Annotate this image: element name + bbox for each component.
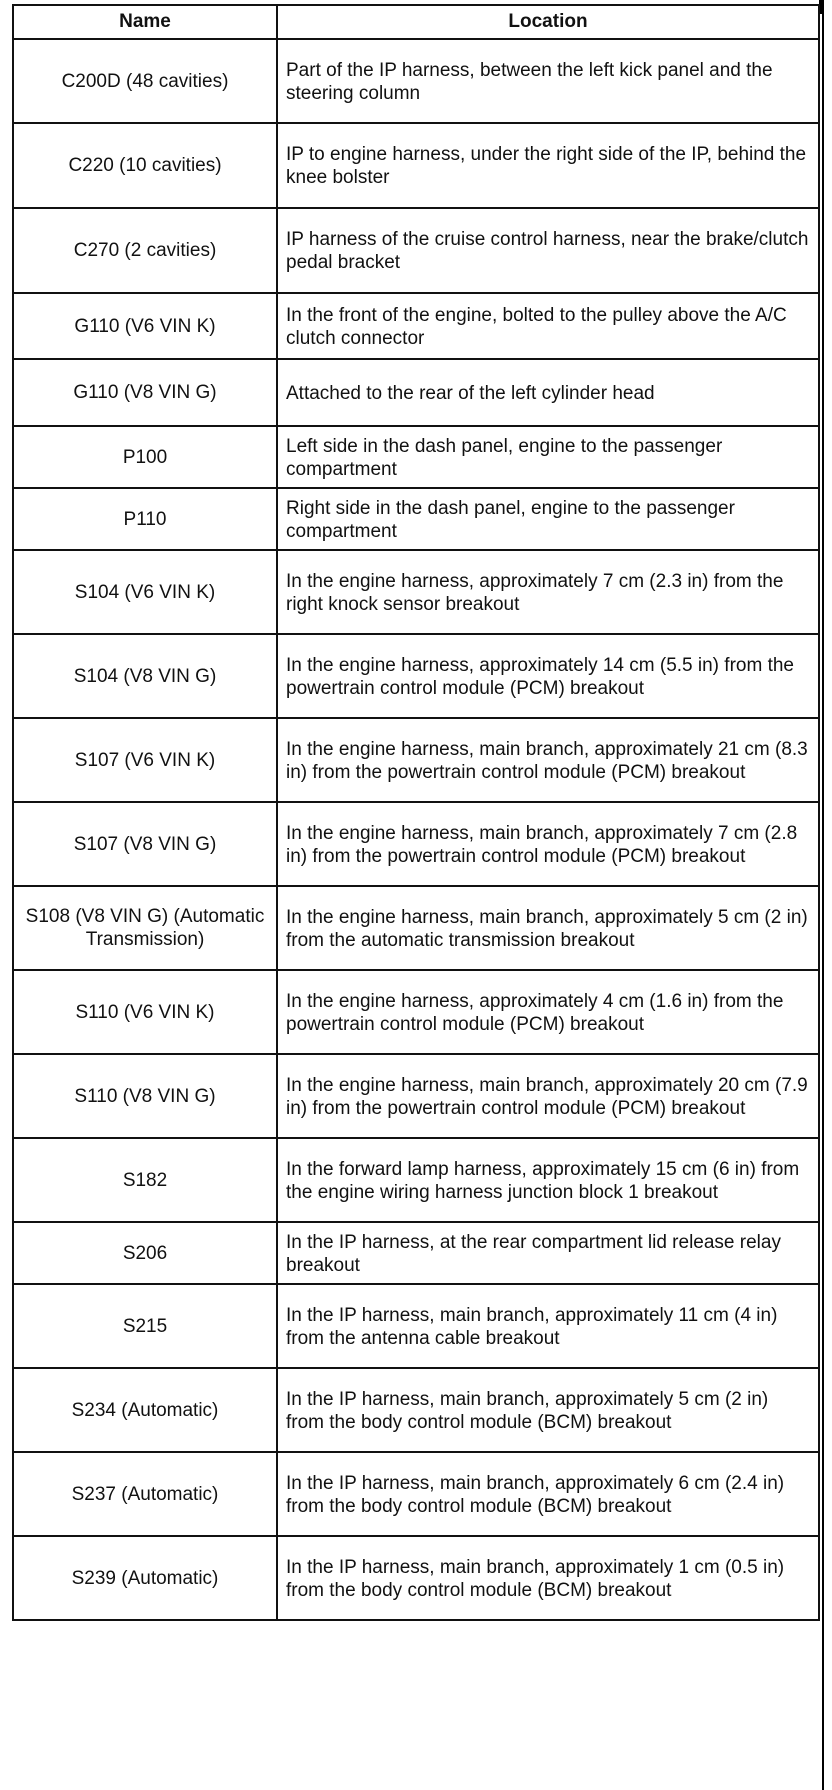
component-name: S239 (Automatic) [13, 1536, 277, 1620]
component-name: G110 (V6 VIN K) [13, 293, 277, 359]
component-name: S110 (V6 VIN K) [13, 970, 277, 1054]
component-name: C220 (10 cavities) [13, 123, 277, 208]
page-right-rule [822, 0, 824, 1790]
table-row [13, 293, 819, 359]
component-location: Left side in the dash panel, engine to the passenger compartment [277, 426, 819, 488]
table-row [13, 1368, 819, 1452]
location-column-header: Location [277, 5, 819, 39]
component-location: In the forward lamp harness, approximately 15 cm (6 in) from the engine wiring harness junction block 1 breakout [277, 1138, 819, 1222]
component-location: In the engine harness, approximately 14 cm (5.5 in) from the powertrain control module (PCM) breakout [277, 634, 819, 718]
component-location: Right side in the dash panel, engine to the passenger compartment [277, 488, 819, 550]
component-location: In the engine harness, main branch, approximately 20 cm (7.9 in) from the powertrain control module (PCM) breakout [277, 1054, 819, 1138]
component-name: S206 [13, 1222, 277, 1284]
table-row [13, 208, 819, 293]
component-name: S104 (V8 VIN G) [13, 634, 277, 718]
table-row [13, 718, 819, 802]
component-name: C270 (2 cavities) [13, 208, 277, 293]
table-row [13, 426, 819, 488]
component-location: In the front of the engine, bolted to the pulley above the A/C clutch connector [277, 293, 819, 359]
component-name: S182 [13, 1138, 277, 1222]
name-column-header: Name [13, 5, 277, 39]
component-name: S110 (V8 VIN G) [13, 1054, 277, 1138]
component-location: In the engine harness, approximately 7 cm (2.3 in) from the right knock sensor breakout [277, 550, 819, 634]
table-row [13, 39, 819, 123]
component-location: In the IP harness, main branch, approximately 11 cm (4 in) from the antenna cable breakout [277, 1284, 819, 1368]
table-row [13, 886, 819, 970]
component-name: S234 (Automatic) [13, 1368, 277, 1452]
table-row [13, 359, 819, 426]
component-location: IP harness of the cruise control harness, near the brake/clutch pedal bracket [277, 208, 819, 293]
table-row [13, 802, 819, 886]
component-location: In the IP harness, at the rear compartment lid release relay breakout [277, 1222, 819, 1284]
component-location: In the IP harness, main branch, approximately 6 cm (2.4 in) from the body control module (BCM) breakout [277, 1452, 819, 1536]
table-row [13, 1054, 819, 1138]
table-row [13, 1138, 819, 1222]
table-row [13, 488, 819, 550]
component-name: S107 (V6 VIN K) [13, 718, 277, 802]
table-row [13, 634, 819, 718]
component-location: Part of the IP harness, between the left kick panel and the steering column [277, 39, 819, 123]
table-row [13, 550, 819, 634]
component-location: In the engine harness, main branch, approximately 21 cm (8.3 in) from the powertrain control module (PCM) breakout [277, 718, 819, 802]
component-name: G110 (V8 VIN G) [13, 359, 277, 426]
table-row [13, 970, 819, 1054]
table-row [13, 1452, 819, 1536]
component-location: In the engine harness, main branch, approximately 7 cm (2.8 in) from the powertrain control module (PCM) breakout [277, 802, 819, 886]
component-name: S108 (V8 VIN G) (Automatic Transmission) [13, 886, 277, 970]
component-name: S104 (V6 VIN K) [13, 550, 277, 634]
table-row [13, 1284, 819, 1368]
component-name: P110 [13, 488, 277, 550]
component-name: S107 (V8 VIN G) [13, 802, 277, 886]
component-name: P100 [13, 426, 277, 488]
table-row [13, 123, 819, 208]
component-name: S215 [13, 1284, 277, 1368]
component-location: In the engine harness, approximately 4 cm (1.6 in) from the powertrain control module (PCM) breakout [277, 970, 819, 1054]
component-location-table [12, 4, 820, 1621]
component-location: Attached to the rear of the left cylinder head [277, 359, 819, 426]
component-location: In the engine harness, main branch, approximately 5 cm (2 in) from the automatic transmission breakout [277, 886, 819, 970]
component-name: C200D (48 cavities) [13, 39, 277, 123]
table-row [13, 1222, 819, 1284]
component-name: S237 (Automatic) [13, 1452, 277, 1536]
header-row [13, 5, 819, 39]
component-location: IP to engine harness, under the right side of the IP, behind the knee bolster [277, 123, 819, 208]
table-row [13, 1536, 819, 1620]
component-location: In the IP harness, main branch, approximately 1 cm (0.5 in) from the body control module (BCM) breakout [277, 1536, 819, 1620]
component-location: In the IP harness, main branch, approximately 5 cm (2 in) from the body control module (BCM) breakout [277, 1368, 819, 1452]
